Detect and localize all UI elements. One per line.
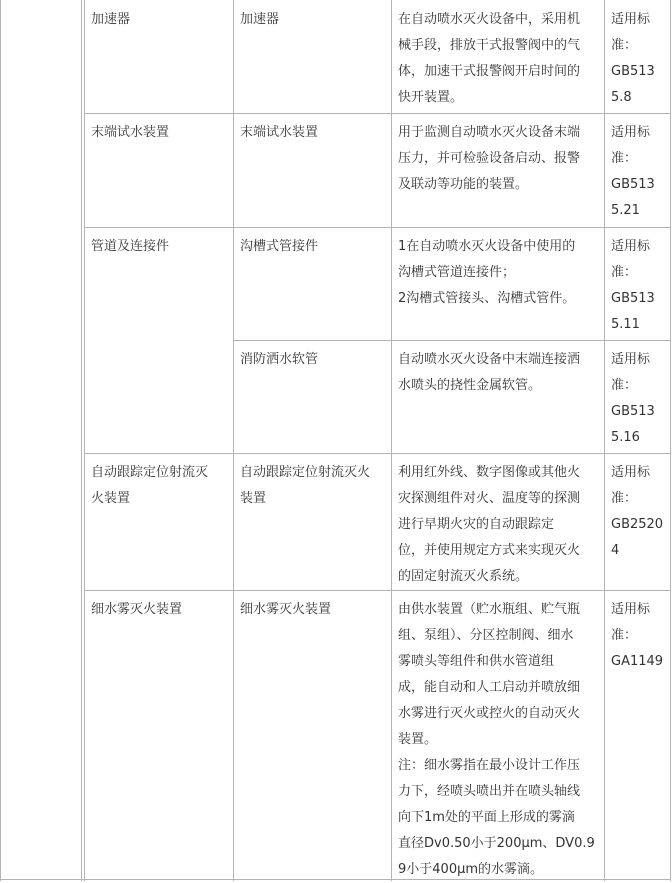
category-cell <box>91 7 231 33</box>
cell-text-line: 5.11 <box>611 317 640 332</box>
cell-text-line: 2沟槽式管接头、沟槽式管件。 <box>398 291 576 306</box>
cell-text-line: 在自动喷水灭火设备中，采用机 <box>398 12 581 27</box>
cell-text-line: 准： <box>611 491 638 506</box>
cell-text-line: 水喷头的挠性金属软管。 <box>398 378 542 393</box>
row-divider <box>84 113 671 114</box>
cell-text-line: 组、泵组）、分区控制阀、细水 <box>398 628 574 643</box>
cell-text-line: 压力，并可检验设备启动、报警 <box>398 151 581 166</box>
cell-text-line: 适用标 <box>611 12 651 27</box>
cell-text-line: 雾喷头等组件和供水管道组 <box>398 654 555 669</box>
cell-text-line: 适用标 <box>611 602 651 617</box>
cell-text-line: 灾探测组件对火、温度等的探测 <box>398 491 581 506</box>
cell-text-line: 自动跟踪定位射流灭 <box>91 465 209 480</box>
table-border-right <box>670 0 671 881</box>
cell-text-line: 末端试水装置 <box>91 125 170 140</box>
device-name-cell <box>240 460 388 512</box>
standard-cell <box>611 597 667 675</box>
cell-text-line: 沟槽式管接件 <box>240 239 319 254</box>
cell-text-line: 5.21 <box>611 203 640 218</box>
cell-text-line: 利用红外线、数字图像或其他火 <box>398 465 581 480</box>
cell-text-line: 直径Dv0.50小于200μm、DV0.9 <box>398 836 595 851</box>
description-cell <box>398 234 600 312</box>
cell-text-line: 成，能自动和人工启动并喷放细 <box>398 680 581 695</box>
cell-text-line: 5.8 <box>611 90 632 105</box>
device-name-cell <box>240 234 388 260</box>
cell-text-line: 用于监测自动喷水灭火设备末端 <box>398 125 581 140</box>
cell-text-line: 适用标 <box>611 465 651 480</box>
cell-text-line: 水雾进行灭火或控火的自动灭火 <box>398 706 581 721</box>
cell-text-line: 由供水装置（贮水瓶组、贮气瓶 <box>398 602 581 617</box>
cell-text-line: 自动喷水灭火设备中末端连接洒 <box>398 352 581 367</box>
cell-text-line: 装置。 <box>398 732 438 747</box>
cell-text-line: GA1149 <box>611 654 664 669</box>
cell-text-line: 进行早期火灾的自动跟踪定 <box>398 517 555 532</box>
description-cell <box>398 597 600 883</box>
row-divider <box>84 590 671 591</box>
cell-text-line: 的固定射流灭火系统。 <box>398 569 529 584</box>
cell-text-line: 快开装置。 <box>398 90 464 105</box>
cell-text-line: 9小于400μm的水雾滴。 <box>398 862 544 877</box>
category-cell <box>91 597 231 623</box>
device-name-cell <box>240 7 388 33</box>
cell-text-line: 械手段，排放干式报警阀中的气 <box>398 38 581 53</box>
cell-text-line: 末端试水装置 <box>240 125 319 140</box>
cell-text-line: 适用标 <box>611 125 651 140</box>
column-divider <box>604 0 605 881</box>
cell-text-line: 5.16 <box>611 430 640 445</box>
description-cell <box>398 347 600 399</box>
standard-cell <box>611 347 667 451</box>
cell-text-line: 4 <box>611 543 620 558</box>
cell-text-line: 适用标 <box>611 352 651 367</box>
description-cell <box>398 120 600 198</box>
cell-text-line: 装置 <box>240 491 267 506</box>
cell-text-line: 管道及连接件 <box>91 239 170 254</box>
cell-text-line: 准： <box>611 378 638 393</box>
column-divider <box>84 0 85 881</box>
cell-text-line: GB513 <box>611 64 655 79</box>
cell-text-line: GB2520 <box>611 517 664 532</box>
description-cell <box>398 7 600 111</box>
cell-text-line: 向下1m处的平面上形成的雾滴 <box>398 810 575 825</box>
cell-text-line: 细水雾灭火装置 <box>91 602 183 617</box>
cell-text-line: GB513 <box>611 177 655 192</box>
standard-cell <box>611 460 667 564</box>
table-border-left <box>0 0 1 881</box>
cell-text-line: 加速器 <box>240 12 280 27</box>
column-divider <box>81 0 82 881</box>
cell-text-line: 注：细水雾指在最小设计工作压 <box>398 758 581 773</box>
standard-cell <box>611 234 667 338</box>
category-cell <box>91 234 231 260</box>
cell-text-line: 1在自动喷水灭火设备中使用的 <box>398 239 576 254</box>
cell-text-line: 加速器 <box>91 12 131 27</box>
cell-text-line: 适用标 <box>611 239 651 254</box>
cell-text-line: GB513 <box>611 291 655 306</box>
standard-cell <box>611 7 667 111</box>
category-cell <box>91 460 231 512</box>
device-name-cell <box>240 120 388 146</box>
cell-text-line: 准： <box>611 265 638 280</box>
row-divider <box>233 340 671 341</box>
cell-text-line: 体，加速干式报警阀开启时间的 <box>398 64 581 79</box>
row-divider <box>84 453 671 454</box>
description-cell <box>398 460 600 590</box>
cell-text-line: 火装置 <box>91 491 131 506</box>
device-name-cell <box>240 347 388 373</box>
cell-text-line: 沟槽式管道连接件； <box>398 265 516 280</box>
device-name-cell <box>240 597 388 623</box>
cell-text-line: GB513 <box>611 404 655 419</box>
cell-text-line: 消防洒水软管 <box>240 352 319 367</box>
cell-text-line: 准： <box>611 151 638 166</box>
cell-text-line: 力下，经喷头喷出并在喷头轴线 <box>398 784 581 799</box>
cell-text-line: 自动跟踪定位射流灭火 <box>240 465 371 480</box>
column-divider <box>233 0 234 881</box>
column-divider <box>391 0 392 881</box>
standard-cell <box>611 120 667 224</box>
cell-text-line: 及联动等功能的装置。 <box>398 177 529 192</box>
category-cell <box>91 120 231 146</box>
row-divider <box>84 227 671 228</box>
cell-text-line: 准： <box>611 38 638 53</box>
cell-text-line: 细水雾灭火装置 <box>240 602 332 617</box>
cell-text-line: 准： <box>611 628 638 643</box>
cell-text-line: 位，并使用规定方式来实现灭火 <box>398 543 581 558</box>
